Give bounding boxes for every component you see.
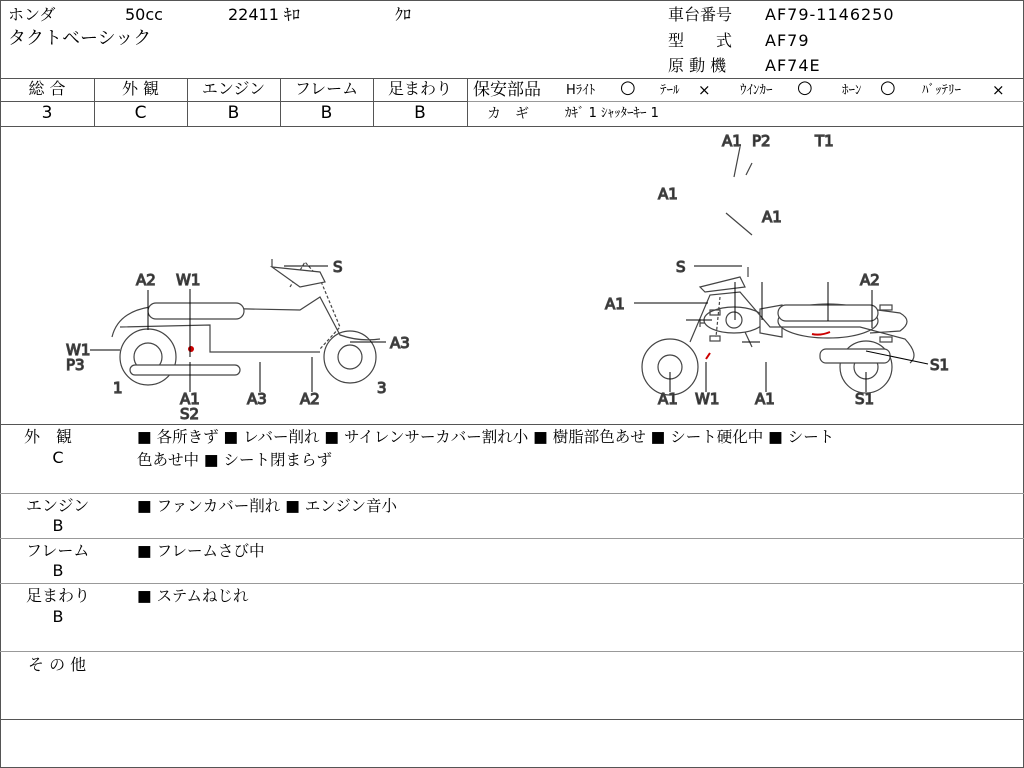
label-a1: A1 [605,295,625,313]
label-s: S [676,258,686,276]
engine-model-label: 原 動 機 [668,56,727,75]
label-s1: S1 [855,390,875,408]
safety-battery-label: ﾊﾞｯﾃﾘｰ [922,83,961,98]
rule [0,538,1024,539]
label-a1: A1 [658,185,678,203]
label-a2: A2 [860,271,880,289]
frame-number-label: 車台番号 [668,5,733,24]
maker: ホンダ [8,5,56,24]
model-name: タクトベーシック [8,28,152,49]
rule [0,493,1024,494]
safety-headlight-label: Hﾗｲﾄ [566,83,596,98]
note-engine-text: ■ ファンカバー削れ ■ エンジン音小 [137,497,397,515]
label-a3: A3 [390,334,410,352]
safety-winker-mark: ○ [797,77,813,98]
label-t1: T1 [815,132,834,150]
safety-taillight-label: ﾃｰﾙ [660,83,680,98]
label-a1: A1 [755,390,775,408]
note-frame-label: フレーム [26,541,90,560]
note-frame-grade: B [52,561,64,580]
label-a3: A3 [247,390,267,408]
note-other-label: そ の 他 [28,655,87,674]
label-w1: W1 [66,341,91,359]
safety-battery-mark: × [992,81,1005,99]
label-p2: P2 [752,132,771,150]
note-suspension-label: 足まわり [26,586,91,605]
mileage: 22411 ｷﾛ [228,5,300,24]
label-a1: A1 [180,390,200,408]
label-1: 1 [113,379,123,397]
note-frame-text: ■ フレームさび中 [137,542,265,560]
frame-number: AF79-1146250 [765,5,895,24]
safety-horn-label: ﾎｰﾝ [842,83,862,98]
rating-overall-value: 3 [41,103,53,123]
note-exterior-text-1: ■ 各所きず ■ レバー削れ ■ サイレンサーカバー割れ小 ■ 樹脂部色あせ ■ シート硬化中 ■ シート [137,428,835,446]
rating-engine-value: B [227,103,240,123]
note-exterior-grade: C [52,448,64,467]
label-p3: P3 [66,356,85,374]
label-a1: A1 [722,132,742,150]
label-a2: A2 [300,390,320,408]
safety-horn-mark: ○ [880,77,896,98]
rule [0,719,1024,720]
label-a2: A2 [136,271,156,289]
label-s: S [333,258,343,276]
note-exterior-text-2: 色あせ中 ■ シート閉まらず [137,451,332,469]
label-a1: A1 [658,390,678,408]
safety-parts-title: 保安部品 [473,80,541,100]
rule [0,583,1024,584]
engine-model: AF74E [765,56,821,75]
label-w1: W1 [176,271,201,289]
key-label: カ ギ [487,106,529,122]
label-a1: A1 [762,208,782,226]
rule [0,101,467,102]
note-exterior-label: 外 観 [24,427,73,446]
model-type: AF79 [765,31,810,50]
note-engine-label: エンジン [26,496,90,515]
note-suspension-text: ■ ステムねじれ [137,587,249,605]
rating-frame-label: フレーム [294,79,359,98]
safety-taillight-mark: × [698,81,711,99]
damage-diagram [0,127,1024,424]
label-3: 3 [377,379,387,397]
label-s2: S2 [180,405,200,423]
note-engine-grade: B [52,516,64,535]
label-w1: W1 [695,390,720,408]
rating-exterior-value: C [134,103,147,123]
rating-suspension-value: B [414,103,426,123]
rule [467,78,468,126]
displacement: 50cc [125,5,163,24]
rating-exterior-label: 外 観 [121,79,160,98]
body-color: ｸﾛ [395,5,412,24]
rule [0,651,1024,652]
label-s1: S1 [930,356,950,374]
rating-frame-value: B [320,103,333,123]
safety-winker-label: ｳｲﾝｶｰ [740,83,773,98]
rule [0,424,1024,425]
rating-overall-label: 総 合 [28,79,66,98]
key-value: ｶｷﾞ 1 ｼｬｯﾀｰｷｰ 1 [565,106,659,121]
safety-headlight-mark: ○ [620,77,636,98]
model-type-label: 型 式 [668,31,733,50]
note-suspension-grade: B [52,607,64,626]
rating-engine-label: エンジン [201,79,266,98]
rule [467,101,1024,102]
rating-suspension-label: 足まわり [387,79,452,98]
